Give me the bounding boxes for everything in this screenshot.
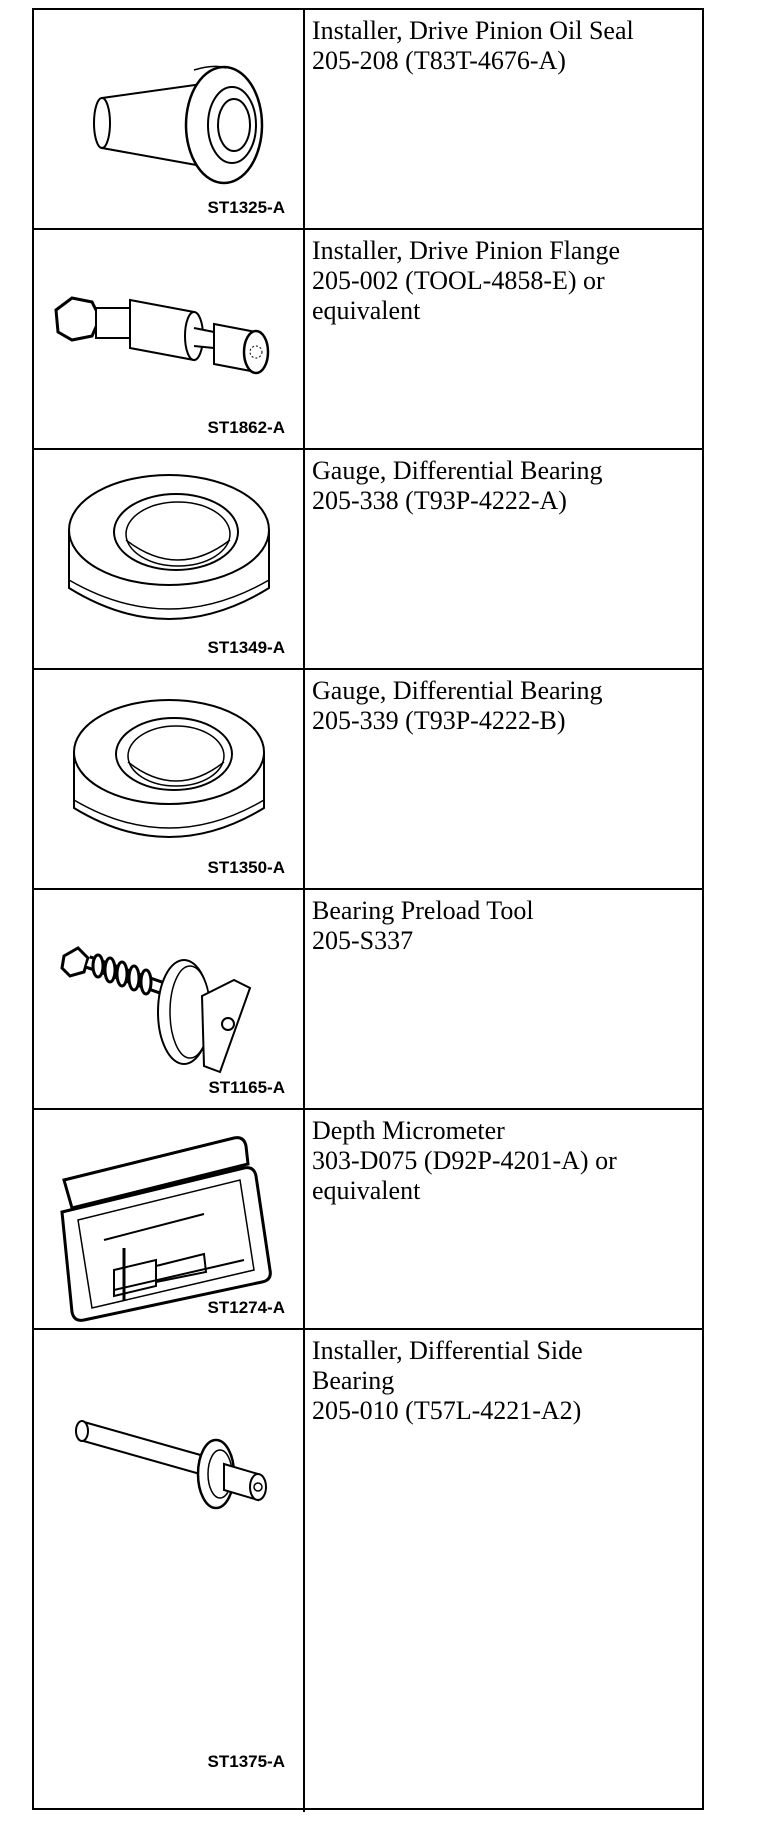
tool-name: Depth Micrometer xyxy=(312,1116,505,1145)
tool-code: ST1165-A xyxy=(208,1078,285,1097)
special-tools-table xyxy=(32,8,704,1810)
tool-row xyxy=(34,890,702,1110)
tool-row xyxy=(34,1110,702,1330)
tool-code: ST1349-A xyxy=(207,638,285,657)
tool-name: Installer, Differential Side xyxy=(312,1336,583,1365)
tool-name: Installer, Drive Pinion Oil Seal xyxy=(312,16,634,45)
tool-number: 205-338 (T93P-4222-A) xyxy=(312,486,567,515)
tool-number: 303-D075 (D92P-4201-A) or xyxy=(312,1146,617,1175)
tool-name: Gauge, Differential Bearing xyxy=(312,676,603,705)
tool-code: ST1274-A xyxy=(207,1298,285,1317)
tool-row xyxy=(34,1330,702,1812)
tool-row xyxy=(34,10,702,230)
tool-row xyxy=(34,670,702,890)
tool-name: Gauge, Differential Bearing xyxy=(312,456,603,485)
tool-name: Installer, Drive Pinion Flange xyxy=(312,236,621,265)
tool-description xyxy=(312,1336,694,1426)
tool-description xyxy=(312,16,694,76)
tool-number: 205-010 (T57L-4221-A2) xyxy=(312,1396,582,1425)
tool-number: 205-S337 xyxy=(312,926,414,955)
tool-description xyxy=(312,456,694,516)
tool-image-cell xyxy=(34,1110,305,1328)
tool-description xyxy=(312,236,694,326)
tool-note: equivalent xyxy=(312,296,421,325)
tool-name: Bearing Preload Tool xyxy=(312,896,534,925)
tool-code: ST1375-A xyxy=(207,1752,285,1771)
tool-image-cell xyxy=(34,890,305,1108)
tool-row xyxy=(34,450,702,670)
side-bearing-installer-icon xyxy=(44,1350,294,1560)
tool-description xyxy=(312,1116,694,1206)
tool-note: equivalent xyxy=(312,1176,421,1205)
tool-image-cell xyxy=(34,450,305,668)
tool-image-cell xyxy=(34,1330,305,1812)
tool-code: ST1350-A xyxy=(207,858,285,877)
tool-number: 205-339 (T93P-4222-B) xyxy=(312,706,566,735)
tool-row xyxy=(34,230,702,450)
tool-code: ST1862-A xyxy=(207,418,285,437)
tool-image-cell xyxy=(34,670,305,888)
tool-code: ST1325-A xyxy=(207,198,285,217)
tool-description xyxy=(312,676,694,736)
tool-description xyxy=(312,896,694,956)
tool-image-cell xyxy=(34,10,305,228)
tool-image-cell xyxy=(34,230,305,448)
tool-number: 205-002 (TOOL-4858-E) or xyxy=(312,266,605,295)
tool-name-continued: Bearing xyxy=(312,1366,395,1395)
tool-number: 205-208 (T83T-4676-A) xyxy=(312,46,566,75)
